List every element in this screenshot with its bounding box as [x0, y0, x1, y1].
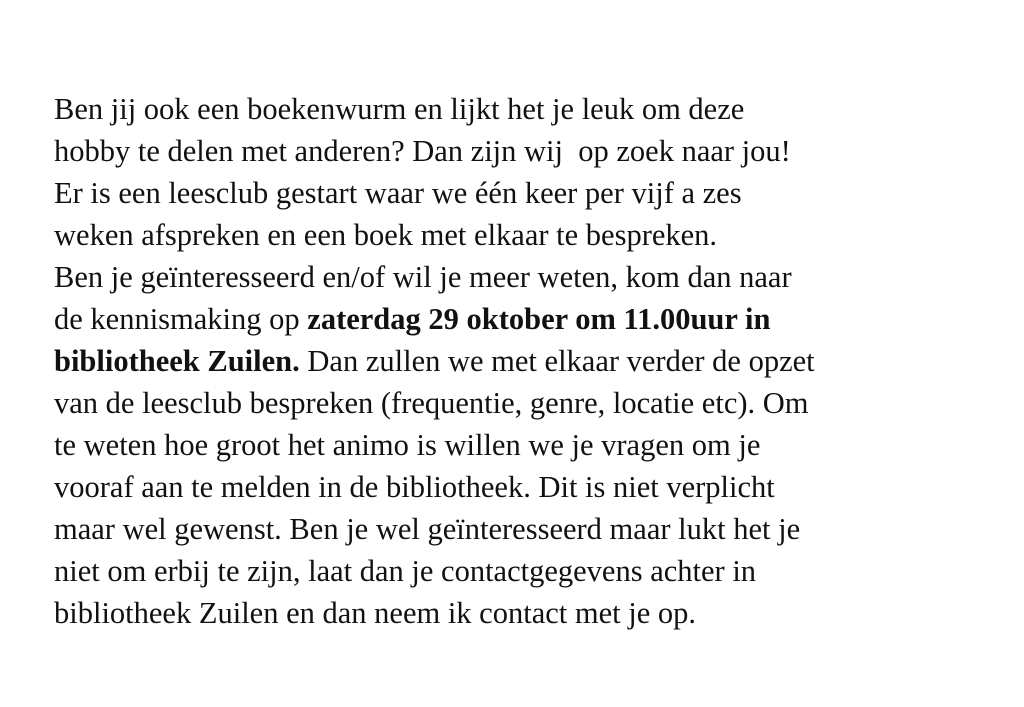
text-line-with-location [54, 340, 984, 382]
text-line: hobby te delen met anderen? Dan zijn wij op zoek naar jou! [54, 134, 791, 168]
text-line: Ben jij ook een boekenwurm en lijkt het je leuk om deze [54, 92, 745, 126]
text-line: bibliotheek Zuilen en dan neem ik contact met je op. [54, 596, 696, 630]
text-line: Er is een leesclub gestart waar we één keer per vijf a zes [54, 176, 742, 210]
text-line: maar wel gewenst. Ben je wel geïnteresseerd maar lukt het je [54, 512, 801, 546]
text-line-with-date [54, 298, 984, 340]
text-segment: Dan zullen we met elkaar verder de opzet [299, 344, 815, 378]
text-segment: de kennismaking op [54, 302, 308, 336]
text-line: te weten hoe groot het animo is willen we je vragen om je [54, 428, 761, 462]
text-line: Ben je geïnteresseerd en/of wil je meer weten, kom dan naar [54, 260, 792, 294]
text-line: weken afspreken en een boek met elkaar te bespreken. [54, 218, 718, 252]
event-location: bibliotheek Zuilen. [54, 344, 300, 378]
announcement-text [54, 88, 984, 634]
event-date-time: zaterdag 29 oktober om 11.00uur in [307, 302, 771, 336]
text-line: vooraf aan te melden in de bibliotheek. Dit is niet verplicht [54, 470, 775, 504]
text-line: van de leesclub bespreken (frequentie, genre, locatie etc). Om [54, 386, 809, 420]
text-line: niet om erbij te zijn, laat dan je contactgegevens achter in [54, 554, 757, 588]
